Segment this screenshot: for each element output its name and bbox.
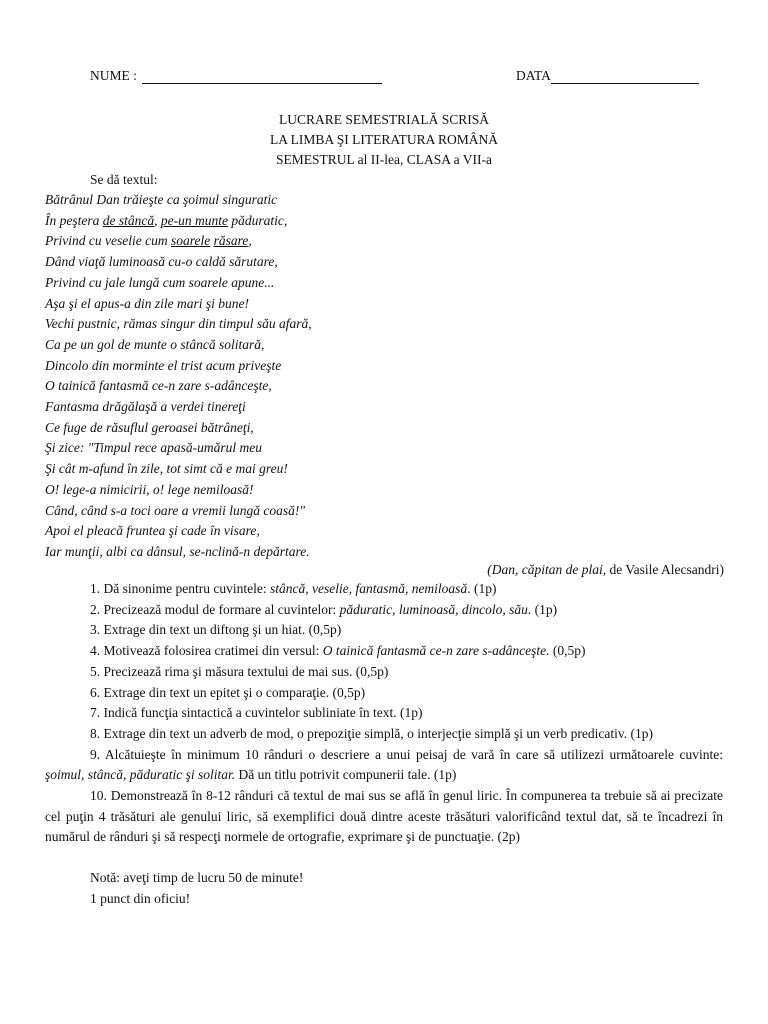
name-blank-line [142,70,382,84]
question-item [45,600,723,621]
poem-line: O! lege-a nimicirii, o! lege nemiloasă! [45,481,254,497]
exam-title: LUCRARE SEMESTRIALĂ SCRISĂ [278,112,490,127]
bonus-note: 1 punct din oficiu! [90,890,191,906]
date-field [516,68,699,84]
poem-line: Dincolo din morminte el trist acum priveşte [45,357,282,373]
question-text: . (1p) [467,581,497,596]
question-item [45,641,723,662]
exam-title-block [0,110,768,170]
poem-line: Vechi pustnic, rămas singur din timpul său afară, [45,316,312,332]
poem-line [45,231,312,252]
question-text: 4. Motivează folosirea cratimei din versul: [90,643,323,659]
underlined-word: pe-un munte [160,212,228,228]
poem-line: Ce fuge de răsuflul geroasei bătrâneţi, [45,419,254,435]
question-item: 10. Demonstrează în 8-12 rânduri că textul de mai sus se află în genul liric. În compunerea ta trebuie să ai precizate cel puţin 4 trăsături ale genului liric, să exemplifici două dintre aceste trăsături valorificând textul dat, să te încadrezi în numărul de rânduri şi să respecţi normele de ortografie, exprimare şi de punctuaţie. (2p) [45,788,723,845]
exam-semester: SEMESTRUL al II-lea, CLASA a VII-a [276,152,492,167]
exam-subject: LA LIMBA ŞI LITERATURA ROMÂNĂ [269,132,498,147]
question-text: . (1p) [527,601,558,617]
poem-line: Privind cu jale lungă cum soarele apune... [45,274,275,290]
source-author: de Vasile Alecsandri) [606,562,724,577]
poem-line: Apoi el pleacă fruntea şi cade în visare, [45,523,260,539]
time-note: Notă: aveţi timp de lucru 50 de minute! [90,870,304,885]
underlined-word: de stâncă [102,212,155,228]
poem-line: Şi cât m-afund în zile, tot simt că e mai greu! [45,461,288,477]
question-text: 9. Alcătuieşte în minimum 10 rânduri o descriere a unui peisaj de vară în care să utilizezi următoarele cuvinte: [90,746,723,762]
name-label: NUME : [90,68,137,83]
poem-line: Iar munţii, albi ca dânsul, se-nclină-n depărtare. [45,543,310,559]
question-item [45,745,723,786]
poem-line: Şi zice: "Timpul rece apasă-umărul meu [45,440,263,456]
poem-line: Când, când s-a toci oare a vremii lungă coasă!" [45,502,306,518]
poem-source [487,560,724,580]
poem-line: Aşa şi el apus-a din zile mari şi bune! [45,295,249,311]
question-emphasis: păduratic, luminoasă, dincolo, său [339,601,528,617]
poem-text: Privind cu veselie cum [45,233,171,249]
poem-text: , [154,212,161,228]
question-list [45,579,723,848]
question-item: 3. Extrage din text un diftong şi un hiat. (0,5p) [90,622,342,638]
poem-line: Ca pe un gol de munte o stâncă solitară, [45,336,265,352]
poem-line: Fantasma drăgălaşă a verdei tinereţi [45,399,246,415]
question-emphasis: stâncă, veselie, fantasmă, nemiloasă [269,581,468,596]
date-label: DATA [516,68,551,83]
source-title: (Dan, căpitan de plai, [487,562,607,577]
question-emphasis: O tainică fantasmă ce-n zare s-adânceşte. [322,643,550,659]
poem-line: O tainică fantasmă ce-n zare s-adânceşte, [45,378,272,394]
poem-text: În peştera [45,212,103,228]
poem-line: Bătrânul Dan trăieşte ca şoimul singuratic [45,192,278,207]
poem-text: , [248,233,252,249]
date-blank-line [551,70,699,84]
poem [45,190,312,563]
intro-text: Se dă textul: [90,172,158,187]
question-text: 1. Dă sinonime pentru cuvintele: [90,581,270,596]
question-item: 6. Extrage din text un epitet şi o comparaţie. (0,5p) [90,684,366,700]
poem-line [45,211,312,232]
underlined-word: soarele [170,233,211,249]
question-item: 5. Precizează rima şi măsura textului de mai sus. (0,5p) [90,663,389,679]
underlined-word: răsare [213,233,249,249]
name-field [90,68,382,84]
question-emphasis: şoimul, stâncă, păduratic şi solitar. [45,767,236,783]
question-item [45,579,723,600]
question-item: 8. Extrage din text un adverb de mod, o prepoziţie simplă, o interjecţie simplă şi un verb predicativ. (1p) [90,725,653,741]
question-item: 7. Indică funcţia sintactică a cuvintelor subliniate în text. (1p) [90,705,423,721]
question-text: Dă un titlu potrivit compunerii tale. (1p) [235,767,457,783]
poem-line: Dând viaţă luminoasă cu-o caldă sărutare, [45,254,278,270]
exam-notes [90,868,303,909]
poem-text: păduratic, [227,212,288,228]
question-text: 2. Precizează modul de formare al cuvintelor: [90,601,340,617]
question-text: (0,5p) [549,643,586,659]
header-line [90,68,716,86]
